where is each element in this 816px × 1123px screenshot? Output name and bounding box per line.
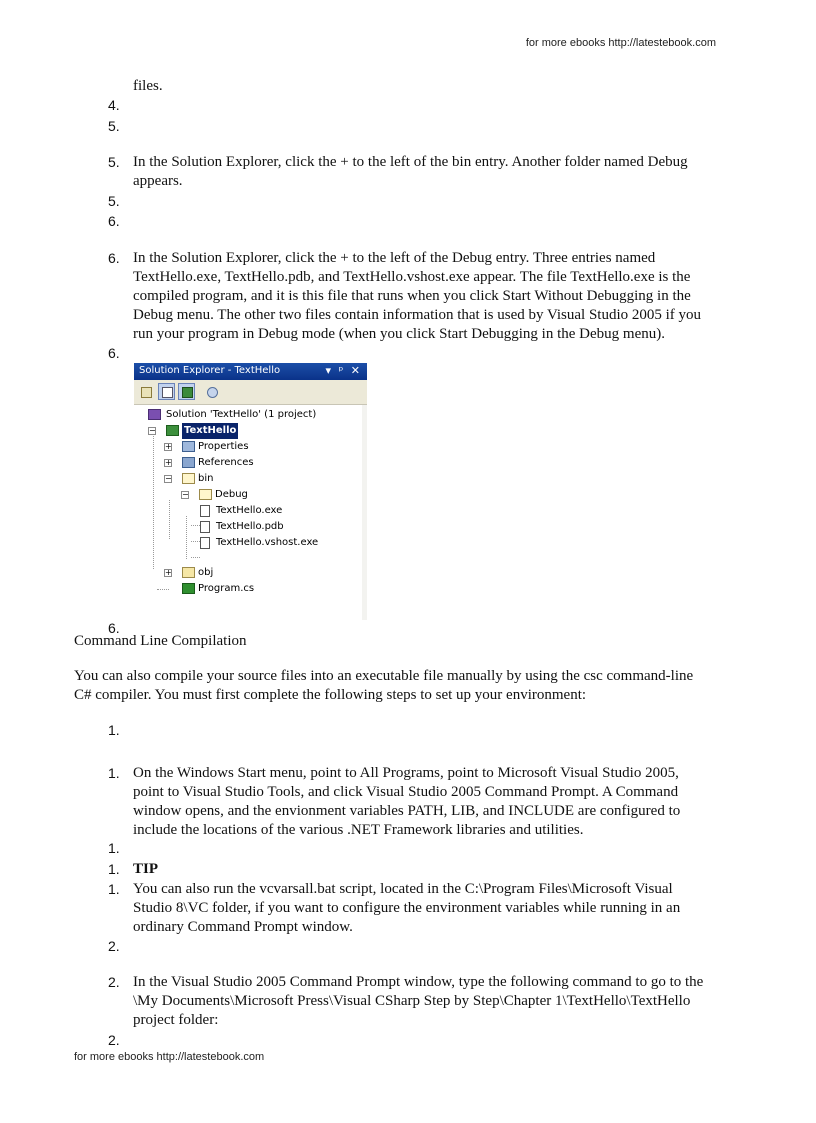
list-number: 6. [108, 213, 120, 229]
folder-icon [182, 567, 195, 578]
tree-item-label: TextHello [182, 423, 238, 439]
text-line: Debug menu. The other two files contain information that is used by Visual Studio 2005 if you [133, 307, 702, 323]
text-line: compiled program, and it is this file that runs when you click Start Without Debugging in the [133, 288, 691, 304]
expand-icon[interactable]: + [165, 458, 172, 467]
text-line: include the locations of the various .NET Framework libraries and utilities. [133, 822, 584, 838]
tip-heading: TIP [133, 861, 159, 877]
tree-item-label: bin [198, 473, 214, 484]
text-line: TextHello.exe, TextHello.pdb, and TextHello.vshost.exe appear. The file TextHello.exe is the [133, 269, 691, 285]
text-line: You can also compile your source files into an executable file manually by using the csc command-line [74, 668, 694, 684]
refresh-icon [182, 387, 193, 398]
file-icon [200, 505, 210, 517]
solution-explorer-screenshot [134, 363, 367, 620]
list-number: 2. [108, 974, 120, 990]
tree-item-label: Debug [215, 489, 248, 500]
tree-item-label: obj [198, 567, 214, 578]
expand-icon[interactable]: + [165, 442, 172, 451]
list-number: 1. [108, 765, 120, 781]
solution-explorer-title: Solution Explorer - TextHello [139, 365, 281, 376]
csharp-file-icon [182, 583, 195, 594]
refresh-button[interactable] [178, 383, 195, 400]
list-number: 6. [108, 345, 120, 361]
text-line: run your program in Debug mode (when you click Start Debugging in the Debug menu). [133, 326, 665, 342]
text-line: In the Visual Studio 2005 Command Prompt window, type the following command to go to the [133, 974, 704, 990]
list-number: 5. [108, 193, 120, 209]
text-line: project folder: [133, 1012, 219, 1028]
list-number: 2. [108, 938, 120, 954]
tree-item-label: Solution 'TextHello' (1 project) [166, 409, 317, 420]
continued-text: files. [133, 78, 163, 94]
section-heading: Command Line Compilation [74, 633, 247, 649]
tree-line [191, 525, 200, 526]
tree-line [186, 516, 187, 559]
tree-line [191, 541, 200, 542]
list-number: 2. [108, 1032, 120, 1048]
list-number: 5. [108, 154, 120, 170]
collapse-icon[interactable]: − [165, 474, 172, 483]
tree-line [191, 557, 200, 558]
show-all-files-button[interactable] [158, 383, 175, 400]
list-number: 1. [108, 722, 120, 738]
text-line: In the Solution Explorer, click the + to the left of the Debug entry. Three entries named [133, 250, 656, 266]
show-all-files-icon [162, 387, 173, 398]
tree-line [169, 500, 170, 539]
page-header-link: for more ebooks http://latestebook.com [525, 37, 716, 49]
text-line: You can also run the vcvarsall.bat script, located in the C:\Program Files\Microsoft Visual [133, 881, 673, 897]
text-line: ordinary Command Prompt window. [133, 919, 353, 935]
expand-icon[interactable]: + [165, 568, 172, 577]
tree-line [157, 589, 169, 590]
text-line: C# compiler. You must first complete the following steps to set up your environment: [74, 687, 587, 703]
page-footer-link: for more ebooks http://latestebook.com [74, 1051, 265, 1063]
step-6-text [133, 249, 723, 344]
text-line: In the Solution Explorer, click the + to the left of the bin entry. Another folder named Debug [133, 154, 688, 170]
file-icon [200, 537, 210, 549]
list-number: 1. [108, 881, 120, 897]
tree-item-label: References [198, 457, 254, 468]
solution-explorer-toolbar [134, 380, 367, 405]
text-line: Studio 8\VC folder, if you want to configure the environment variables while running in an [133, 900, 681, 916]
open-folder-icon [182, 473, 195, 484]
tree-item-label: TextHello.vshost.exe [216, 537, 319, 548]
class-diagram-icon [207, 387, 218, 398]
text-line: window opens, and the envionment variables PATH, LIB, and INCLUDE are configured to [133, 803, 681, 819]
class-diagram-button[interactable] [203, 383, 220, 400]
references-icon [182, 457, 195, 468]
solution-icon [148, 409, 161, 420]
tree-item-label: TextHello.exe [216, 505, 283, 516]
tree-item-label: Program.cs [198, 583, 255, 594]
list-number: 1. [108, 840, 120, 856]
intro-paragraph [74, 667, 734, 705]
file-icon [200, 521, 210, 533]
text-line: point to Visual Studio Tools, and click Visual Studio 2005 Command Prompt. A Command [133, 784, 679, 800]
cmd-step-2-text [133, 973, 723, 1030]
collapse-icon[interactable]: − [182, 490, 189, 499]
open-folder-icon [199, 489, 212, 500]
collapse-icon[interactable]: − [149, 426, 156, 435]
solution-tree [134, 405, 362, 620]
cmd-step-1-text [133, 764, 723, 840]
tip-label [133, 860, 723, 879]
list-number: 4. [108, 97, 120, 113]
properties-folder-icon [182, 441, 195, 452]
tree-line [153, 436, 154, 569]
solution-explorer-title-bar [134, 363, 367, 380]
tree-item-label: Properties [198, 441, 249, 452]
list-number: 5. [108, 118, 120, 134]
step-5-text [133, 153, 723, 191]
window-controls[interactable]: ▾ ᵖ ✕ [325, 364, 362, 377]
text-line: On the Windows Start menu, point to All Programs, point to Microsoft Visual Studio 2005, [133, 765, 679, 781]
properties-icon [141, 387, 152, 398]
properties-toolbar-button[interactable] [137, 383, 154, 400]
list-number: 1. [108, 861, 120, 877]
text-line: appears. [133, 173, 183, 189]
list-number: 6. [108, 250, 120, 266]
tree-item-label: TextHello.pdb [216, 521, 284, 532]
list-number: 6. [108, 620, 120, 636]
csharp-project-icon [166, 425, 179, 436]
text-line: \My Documents\Microsoft Press\Visual CSharp Step by Step\Chapter 1\TextHello\TextHello [133, 993, 691, 1009]
tip-text [133, 880, 723, 937]
